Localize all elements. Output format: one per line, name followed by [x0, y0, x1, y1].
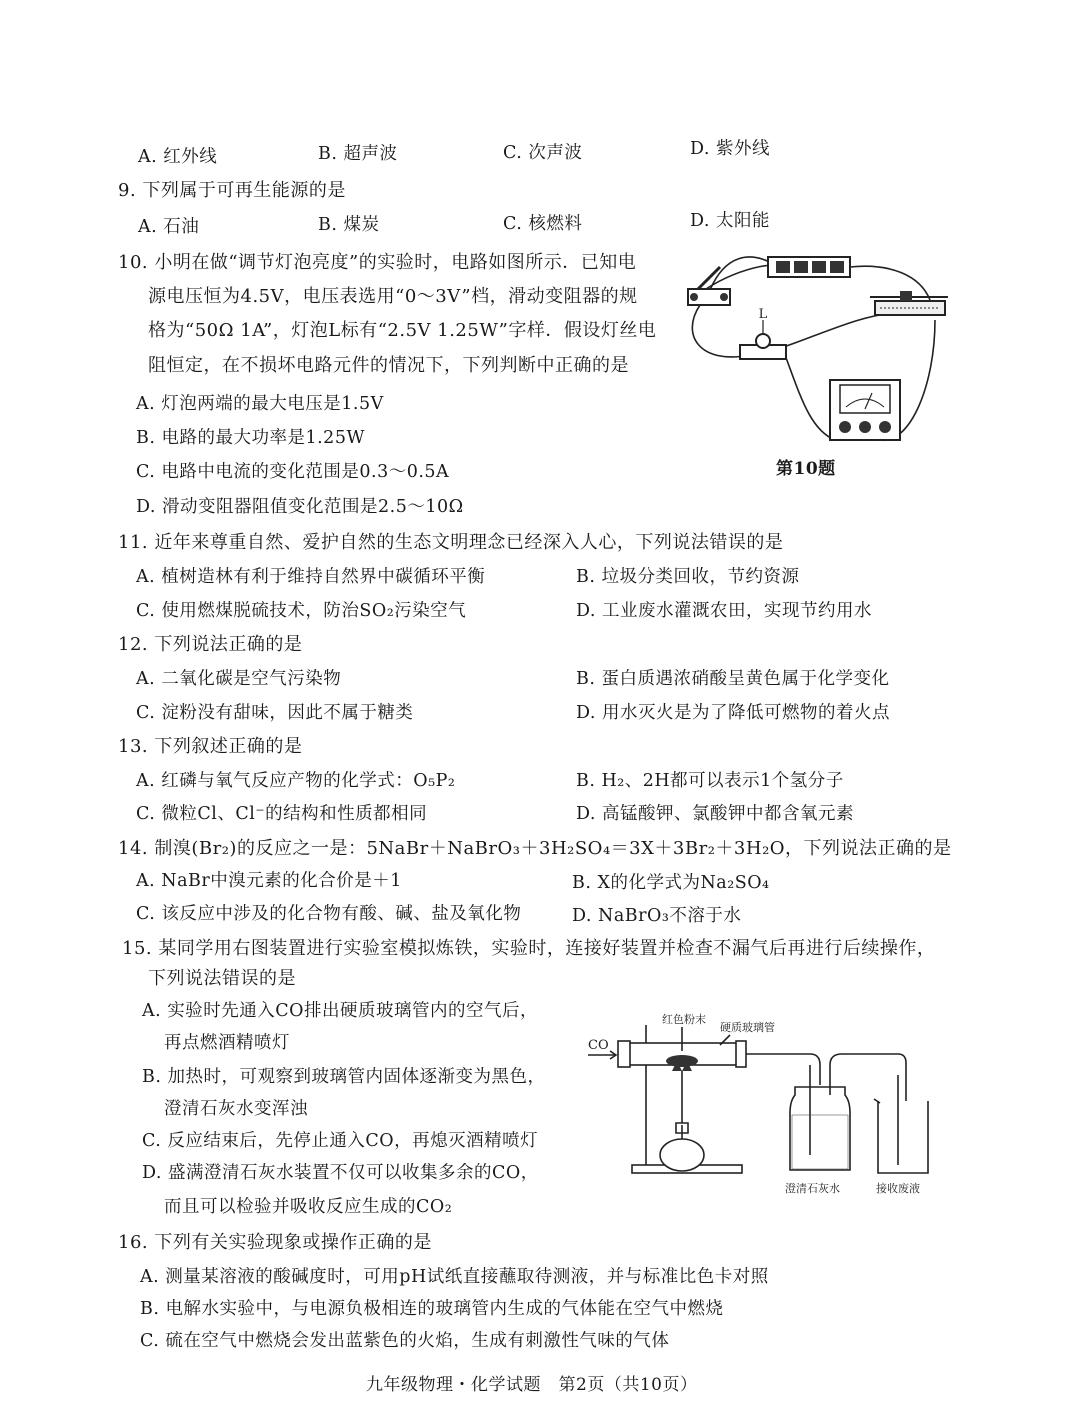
q13-stem: 13. 下列叙述正确的是	[118, 736, 303, 757]
q12-option-a: A. 二氧化碳是空气污染物	[136, 669, 342, 689]
q14-option-b: B. X的化学式为Na₂SO₄	[572, 873, 770, 893]
battery-icon	[768, 257, 850, 277]
q10-option-b: B. 电路的最大功率是1.25W	[136, 428, 365, 448]
switch-icon	[688, 267, 730, 305]
q10-option-a: A. 灯泡两端的最大电压是1.5V	[136, 394, 384, 414]
q15-option-b-line-2: 澄清石灰水变浑浊	[164, 1099, 308, 1119]
q16-option-b: B. 电解水实验中，与电源负极相连的玻璃管内生成的气体能在空气中燃烧	[140, 1299, 724, 1319]
voltmeter-icon	[830, 380, 900, 440]
q9-option-d: D. 太阳能	[690, 211, 771, 231]
q12-option-b: B. 蛋白质遇浓硝酸呈黄色属于化学变化	[576, 669, 890, 689]
q10-bulb-label: L	[758, 307, 768, 322]
q15-stem-line-2: 下列说法错误的是	[148, 968, 296, 989]
q14-stem: 14. 制溴(Br₂)的反应之一是：5NaBr＋NaBrO₃＋3H₂SO₄＝3X＋3Br₂＋3H₂O，下列说法正确的是	[118, 838, 952, 859]
q11-option-c: C. 使用燃煤脱硫技术，防治SO₂污染空气	[136, 601, 467, 621]
q9-option-c: C. 核燃料	[503, 214, 583, 234]
waste-liquid-label: 接收废液	[876, 1182, 920, 1195]
q8-option-c: C. 次声波	[503, 143, 583, 163]
q13-option-c: C. 微粒Cl、Cl⁻的结构和性质都相同	[136, 804, 428, 824]
q8-option-d: D. 紫外线	[690, 139, 771, 159]
q10-figure-caption: 第10题	[776, 459, 836, 479]
q15-option-b-line-1: B. 加热时，可观察到玻璃管内固体逐渐变为黑色，	[142, 1067, 546, 1087]
q10-stem-line-1: 10. 小明在做“调节灯泡亮度”的实验时，电路如图所示．已知电	[118, 252, 637, 273]
bulb-icon	[740, 320, 786, 359]
q13-option-a: A. 红磷与氧气反应产物的化学式：O₅P₂	[136, 771, 456, 791]
q15-option-d-line-1: D. 盛满澄清石灰水装置不仅可以收集多余的CO，	[142, 1163, 539, 1183]
q9-option-b: B. 煤炭	[318, 215, 380, 235]
q10-stem-line-3: 格为“50Ω 1A”，灯泡L标有“2.5V 1.25W”字样．假设灯丝电	[148, 320, 657, 341]
q11-option-a: A. 植树造林有利于维持自然界中碳循环平衡	[136, 567, 486, 587]
q14-option-a: A. NaBr中溴元素的化合价是＋1	[136, 871, 402, 891]
q11-stem: 11. 近年来尊重自然、爱护自然的生态文明理念已经深入人心，下列说法错误的是	[118, 532, 784, 553]
q15-apparatus-figure	[580, 1005, 960, 1200]
page-footer: 九年级物理・化学试题 第2页（共10页）	[366, 1375, 698, 1395]
q14-option-c: C. 该反应中涉及的化合物有酸、碱、盐及氧化物	[136, 904, 522, 924]
q12-stem: 12. 下列说法正确的是	[118, 634, 303, 655]
q16-option-a: A. 测量某溶液的酸碱度时，可用pH试纸直接蘸取待测液，并与标准比色卡对照	[140, 1267, 769, 1287]
q9-stem: 9. 下列属于可再生能源的是	[118, 180, 346, 201]
q13-option-b: B. H₂、2H都可以表示1个氢分子	[576, 771, 844, 791]
q10-option-d: D. 滑动变阻器阻值变化范围是2.5～10Ω	[136, 497, 464, 517]
co-label: CO	[588, 1038, 609, 1053]
q14-option-d: D. NaBrO₃不溶于水	[572, 906, 742, 926]
q8-option-a: A. 红外线	[138, 147, 218, 167]
q10-circuit-figure	[680, 245, 950, 455]
q10-option-c: C. 电路中电流的变化范围是0.3～0.5A	[136, 462, 450, 482]
q11-option-b: B. 垃圾分类回收，节约资源	[576, 567, 800, 587]
q11-option-d: D. 工业废水灌溉农田，实现节约用水	[576, 601, 873, 621]
red-powder-icon	[666, 1055, 698, 1067]
q16-option-c: C. 硫在空气中燃烧会发出蓝紫色的火焰，生成有刺激性气味的气体	[140, 1331, 670, 1351]
q9-option-a: A. 石油	[138, 217, 200, 237]
q8-option-b: B. 超声波	[318, 144, 398, 164]
limewater-label: 澄清石灰水	[785, 1182, 840, 1195]
rheostat-icon	[870, 291, 948, 315]
q10-stem-line-4: 阻恒定，在不损坏电路元件的情况下，下列判断中正确的是	[148, 355, 629, 376]
red-powder-label: 红色粉末	[662, 1013, 706, 1026]
q15-option-c: C. 反应结束后，先停止通入CO，再熄灭酒精喷灯	[142, 1131, 539, 1151]
q13-option-d: D. 高锰酸钾、氯酸钾中都含氧元素	[576, 804, 855, 824]
glass-tube-label: 硬质玻璃管	[720, 1021, 775, 1034]
q15-option-d-line-2: 而且可以检验并吸收反应生成的CO₂	[164, 1197, 453, 1217]
q12-option-d: D. 用水灭火是为了降低可燃物的着火点	[576, 703, 891, 723]
q12-option-c: C. 淀粉没有甜味，因此不属于糖类	[136, 703, 414, 723]
q15-option-a-line-1: A. 实验时先通入CO排出硬质玻璃管内的空气后，	[142, 1001, 538, 1021]
q15-option-a-line-2: 再点燃酒精喷灯	[164, 1033, 290, 1053]
q10-stem-line-2: 源电压恒为4.5V，电压表选用“0～3V”档，滑动变阻器的规	[148, 286, 638, 307]
q15-stem-line-1: 15. 某同学用右图装置进行实验室模拟炼铁，实验时，连接好装置并检查不漏气后再进行后续操作，	[122, 938, 936, 959]
q16-stem: 16. 下列有关实验现象或操作正确的是	[118, 1232, 432, 1253]
